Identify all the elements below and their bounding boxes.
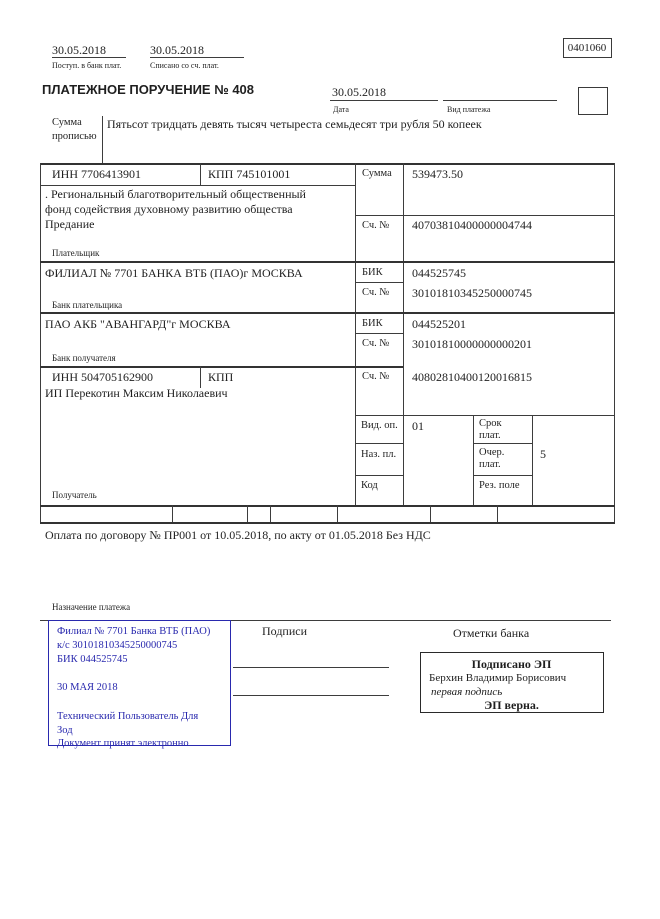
document-date-underline — [330, 100, 438, 101]
stamp-user-line2: Зод — [57, 725, 73, 736]
operation-table-top-border — [355, 415, 615, 416]
payee-bank-bik-label: БИК — [362, 318, 383, 329]
date-received: 30.05.2018 — [52, 43, 106, 57]
tax-strip-divider-5 — [430, 505, 431, 522]
sum-value: 539473.50 — [412, 167, 463, 181]
payer-name-line2: фонд содействия духовному развитию общества — [45, 202, 293, 216]
srok-plat-label-1: Срок — [479, 418, 502, 429]
naz-pl-label: Наз. пл. — [361, 449, 397, 460]
payment-purpose-label: Назначение платежа — [52, 602, 131, 612]
payee-bank-name: ПАО АКБ "АВАНГАРД"г МОСКВА — [45, 317, 231, 331]
document-date-label: Дата — [333, 105, 349, 114]
payer-section-label: Плательщик — [52, 248, 100, 258]
electronic-signature-box — [420, 652, 604, 713]
operation-col-divider-1 — [473, 415, 474, 507]
sum-row-bottom-border — [355, 215, 615, 216]
ep-signer-name: Берхин Владимир Борисович — [429, 672, 567, 684]
stamp-user-line1: Технический Пользователь Для — [57, 711, 199, 722]
payee-bank-section-label: Банк получателя — [52, 353, 116, 363]
payee-bank-section-border — [40, 366, 403, 368]
signature-line-1 — [233, 667, 389, 668]
ep-valid-label: ЭП верна. — [484, 698, 539, 712]
vid-op-value: 01 — [412, 419, 424, 433]
payee-bank-bik-bottom-border — [355, 333, 403, 334]
ep-first-signature-label: первая подпись — [431, 686, 503, 698]
payer-name-line1: . Региональный благотворительный общественный — [45, 187, 306, 201]
stamp-bank-name: Филиал № 7701 Банка ВТБ (ПАО) — [57, 626, 211, 637]
signature-line-2 — [233, 695, 389, 696]
payer-bank-section-border — [40, 312, 615, 314]
rez-pole-label: Рез. поле — [479, 480, 520, 491]
payer-bank-account: 30101810345250000745 — [412, 286, 532, 300]
bank-blue-stamp — [48, 620, 231, 749]
signatures-label: Подписи — [262, 624, 308, 638]
payment-type-underline — [443, 100, 557, 101]
payee-section-label: Получатель — [52, 490, 97, 500]
ocher-plat-value: 5 — [540, 447, 546, 461]
kod-label: Код — [361, 480, 378, 491]
stamp-corr-account: к/с 30101810345250000745 — [57, 640, 178, 651]
tax-strip-divider-1 — [172, 505, 173, 522]
payer-name-line3: Предание — [45, 217, 95, 231]
payment-purpose-text: Оплата по договору № ПР001 от 10.05.2018, по акту от 01.05.2018 Без НДС — [45, 528, 431, 542]
bank-marks-label: Отметки банка — [453, 626, 530, 640]
payee-account: 40802810400120016815 — [412, 370, 532, 384]
date-received-underline — [52, 57, 126, 58]
date-debited: 30.05.2018 — [150, 43, 204, 57]
amount-words-value: Пятьсот тридцать девять тысяч четыреста семьдесят три рубля 50 копеек — [107, 117, 482, 131]
payee-account-label: Сч. № — [362, 371, 390, 382]
payer-account: 40703810400000004744 — [412, 218, 532, 232]
vid-op-bottom-border — [355, 443, 403, 444]
payee-section-border — [40, 505, 615, 507]
payer-bank-bik-label: БИК — [362, 267, 383, 278]
tax-strip-divider-3 — [270, 505, 271, 522]
table-right-border — [614, 163, 615, 523]
inn-row-bottom-border — [40, 185, 355, 186]
ocher-plat-label-1: Очер. — [479, 447, 505, 458]
form-code: 0401060 — [567, 42, 607, 54]
payee-inn-kpp-divider — [200, 366, 201, 388]
payee-bank-account: 30101810000000000201 — [412, 337, 532, 351]
table-bottom-border — [40, 522, 615, 524]
amount-words-divider — [102, 116, 103, 163]
stamp-date: 30 МАЯ 2018 — [57, 682, 118, 693]
ocher-plat-bottom-border — [473, 475, 532, 476]
amount-words-label-1: Сумма — [52, 117, 82, 128]
srok-plat-bottom-border — [473, 443, 532, 444]
payer-account-label: Сч. № — [362, 220, 390, 231]
operation-col-divider-2 — [532, 415, 533, 507]
stamp-accepted-note: Документ принят электронно — [57, 738, 189, 749]
vid-op-label: Вид. оп. — [361, 420, 398, 431]
payer-inn: ИНН 7706413901 — [52, 167, 141, 181]
payer-bank-bik: 044525745 — [412, 266, 466, 280]
payee-bank-account-label: Сч. № — [362, 338, 390, 349]
payer-kpp: КПП 745101001 — [208, 167, 291, 181]
tax-strip-divider-6 — [497, 505, 498, 522]
table-top-border — [40, 163, 615, 165]
payer-bank-account-label: Сч. № — [362, 287, 390, 298]
date-debited-underline — [150, 57, 244, 58]
payment-type-label: Вид платежа — [447, 105, 491, 114]
ocher-plat-label-2: плат. — [479, 459, 501, 470]
tax-strip-divider-2 — [247, 505, 248, 522]
payer-bank-bik-bottom-border — [355, 282, 403, 283]
sum-label: Сумма — [362, 168, 392, 179]
payee-inn: ИНН 504705162900 — [52, 370, 153, 384]
document-date: 30.05.2018 — [332, 85, 386, 99]
payee-name: ИП Перекотин Максим Николаевич — [45, 386, 228, 400]
document-title: ПЛАТЕЖНОЕ ПОРУЧЕНИЕ № 408 — [42, 82, 255, 97]
date-debited-label: Списано со сч. плат. — [150, 61, 219, 70]
payee-bank-bik: 044525201 — [412, 317, 466, 331]
payer-section-border — [40, 261, 615, 263]
form-code-box — [563, 38, 612, 58]
payment-type-checkbox — [578, 87, 608, 115]
date-received-label: Поступ. в банк плат. — [52, 61, 122, 70]
inn-kpp-divider — [200, 163, 201, 185]
amount-words-label-2: прописью — [52, 131, 97, 142]
stamp-bik: БИК 044525745 — [57, 654, 128, 665]
table-left-border — [40, 163, 41, 523]
tax-strip-divider-4 — [337, 505, 338, 522]
payer-bank-name: ФИЛИАЛ № 7701 БАНКА ВТБ (ПАО)г МОСКВА — [45, 266, 303, 280]
payee-kpp-label: КПП — [208, 370, 234, 384]
ep-signed-label: Подписано ЭП — [471, 657, 552, 671]
payer-bank-section-label: Банк плательщика — [52, 300, 123, 310]
naz-pl-bottom-border — [355, 475, 403, 476]
srok-plat-label-2: плат. — [479, 430, 501, 441]
